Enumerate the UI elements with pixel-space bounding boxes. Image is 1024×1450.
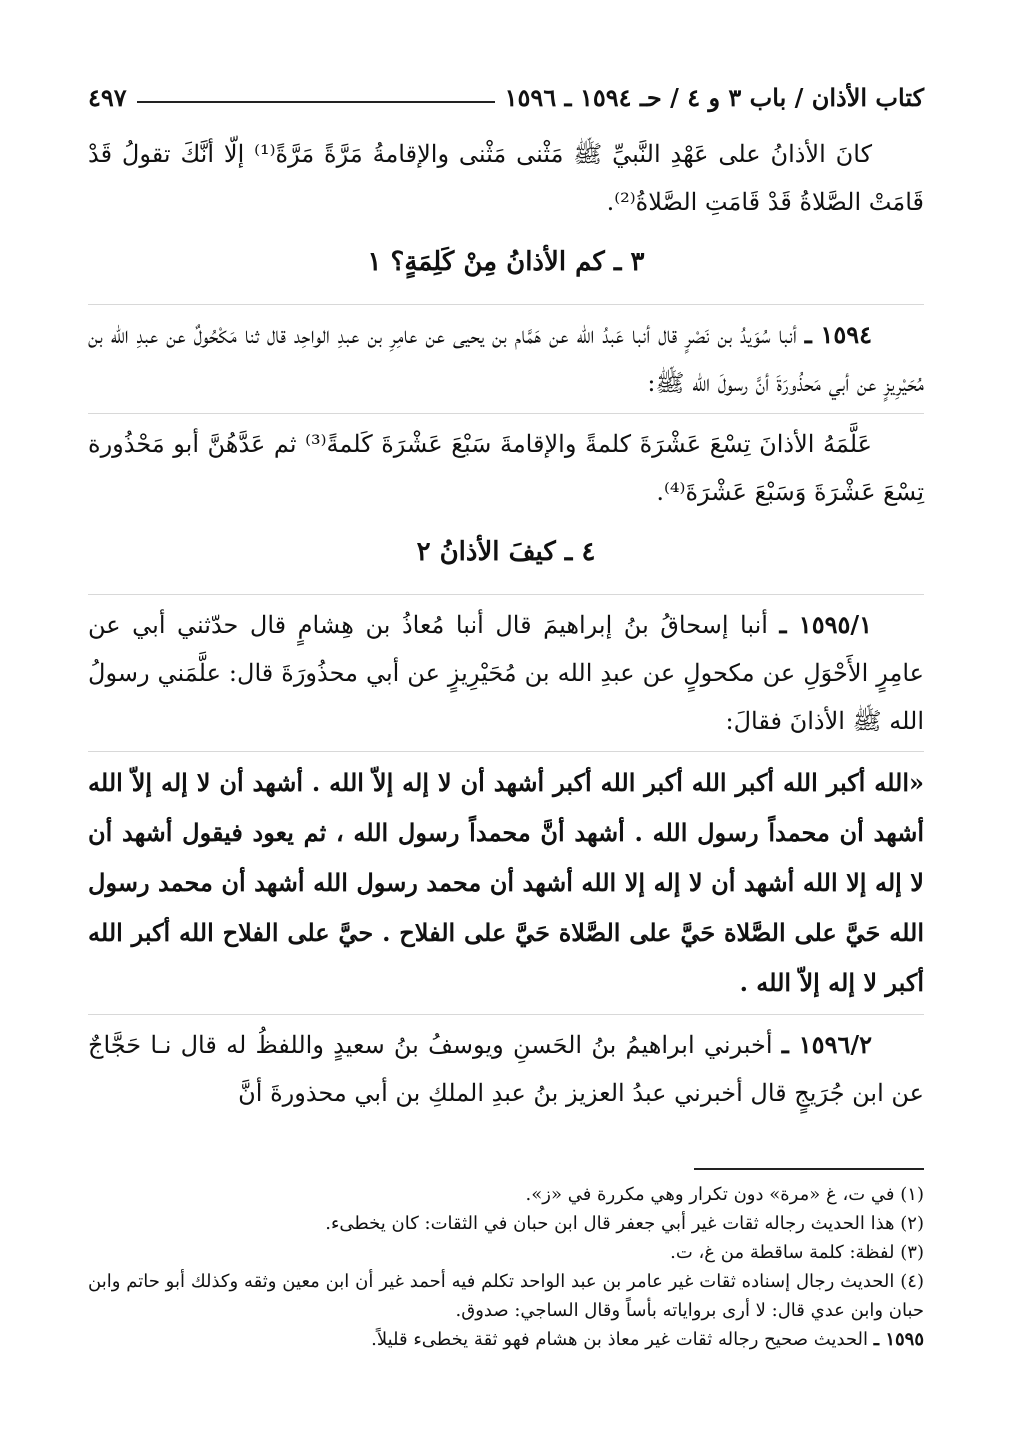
main-text bbox=[88, 130, 924, 1117]
paragraph-hadith-1594-matn: عَلَّمَهُ الأذانَ تِسْعَ عَشْرَةَ كلمةً والإقامةَ سَبْعَ عَشْرَةَ كَلمةً⁽³⁾ ثم عَدَّهُنَّ أبو مَحْذُورة تِسْعَ عَشْرَةَ وَسَبْعَ عَشْرَةَ⁽⁴⁾. bbox=[88, 430, 924, 506]
hadith-number: ١٥٩٤ ـ bbox=[804, 320, 873, 349]
section-title-3: ٣ ـ كم الأذانُ مِنْ كَلِمَةٍ؟ ١ bbox=[367, 247, 645, 277]
footnote-rule bbox=[694, 1168, 924, 1170]
hadith-number: ١٥٩٥/١ ـ bbox=[779, 610, 873, 639]
footnote-2: (٢) هذا الحديث رجاله ثقات غير أبي جعفر قال ابن حبان في الثقات: كان يخطىء. bbox=[325, 1213, 924, 1234]
adhan-text: «الله أكبر الله أكبر الله أكبر الله أكبر أشهد أن لا إله إلاّ الله . أشهد أن لا إله إلاّ الله أشهد أن محمداً رسول الله . أشهد أنَّ محمداً رسول الله ، ثم يعود فيقول أشهد أن لا إله إلا الله أشهد أن لا إله إلا الله أشهد أن محمد رسول الله أشهد أن محمد رسول الله حَيَّ على الصَّلاة حَيَّ على الصَّلاة حَيَّ على الفلاح . حيَّ على الفلاح الله أكبر الله أكبر لا إله إلاّ الله . bbox=[88, 768, 924, 997]
paragraph-hadith-1596 bbox=[88, 1021, 924, 1117]
section-title-4: ٤ ـ كيفَ الأذانُ ٢ bbox=[416, 537, 596, 567]
divider bbox=[88, 594, 924, 595]
footnote-3: (٣) لفظة: كلمة ساقطة من غ، ت. bbox=[670, 1242, 924, 1263]
footnote-4: (٤) الحديث رجال إسناده ثقات غير عامر بن عبد الواحد تكلم فيه أحمد غير أن ابن معين وثقه وكذلك أبو حاتم وابن حبان وابن عدي قال: لا أرى برواياته بأساً وقال الساجي: صدوق. bbox=[88, 1271, 924, 1321]
divider bbox=[88, 1014, 924, 1015]
footnotes bbox=[88, 1168, 924, 1354]
divider bbox=[88, 304, 924, 305]
hadith-text: أنبا سُوَيدُ بن نَصْرٍ قال أنبا عَبدُ الله عن هَمَّام بن يحيى عن عامِرِ بن عبدِ الواحِد قال ثنا مَكْحُولٌ عن عبدِ الله بن مُحَيْرِيزٍ عن أبي مَحذُورَةَ أنَّ رسولَ الله ﷺ: bbox=[88, 321, 924, 397]
divider bbox=[88, 413, 924, 414]
page-number: ٤٩٧ bbox=[88, 83, 127, 112]
paragraph-hadith-1595 bbox=[88, 601, 924, 745]
hadith-text: أخبرني ابراهيمُ بنُ الحَسنِ ويوسفُ بنُ سعيدٍ واللفظُ له قال نـا حَجَّاجٌ عن ابن جُرَيجٍ قال أخبرني عبدُ العزيز بنُ عبدِ الملكِ بن أبي محذورةَ أنَّ bbox=[88, 1031, 924, 1107]
paragraph-hadith-intro: كانَ الأذانُ على عَهْدِ النَّبيِّ ﷺ مَثْنى مَثْنى والإقامةُ مَرَّةً مَرَّةً⁽¹⁾ إلّا أنَّكَ تقولُ قَدْ قَامَتْ الصَّلاةُ قَدْ قَامَتِ الصَّلاةُ⁽²⁾. bbox=[88, 140, 924, 216]
running-header bbox=[88, 72, 924, 112]
hadith-text: أنبا إسحاقُ بنُ إبراهيمَ قال أنبا مُعاذُ بن هِشامٍ قال حدّثني أبي عن عامِرٍ الأَحْوَلِ عن مكحولٍ عن عبدِ الله بن مُحَيْرِيزٍ عن أبي محذُورَةَ قال: علَّمَني رسولُ الله ﷺ الأذانَ فقالَ: bbox=[88, 611, 924, 735]
hadith-number: ١٥٩٦/٢ ـ bbox=[781, 1030, 872, 1059]
divider bbox=[88, 751, 924, 752]
footnote-1595: ١٥٩٥ ـ الحديث صحيح رجاله ثقات غير معاذ بن هشام فهو ثقة يخطىء قليلاً. bbox=[371, 1329, 924, 1350]
header-rule bbox=[137, 101, 495, 103]
paragraph-hadith-1594 bbox=[88, 311, 924, 407]
footnote-1: (١) في ت، غ «مرة» دون تكرار وهي مكررة في «ز». bbox=[525, 1184, 924, 1205]
header-title: كتاب الأذان / باب ٣ و ٤ / حـ ١٥٩٤ ـ ١٥٩٦ bbox=[504, 83, 924, 112]
